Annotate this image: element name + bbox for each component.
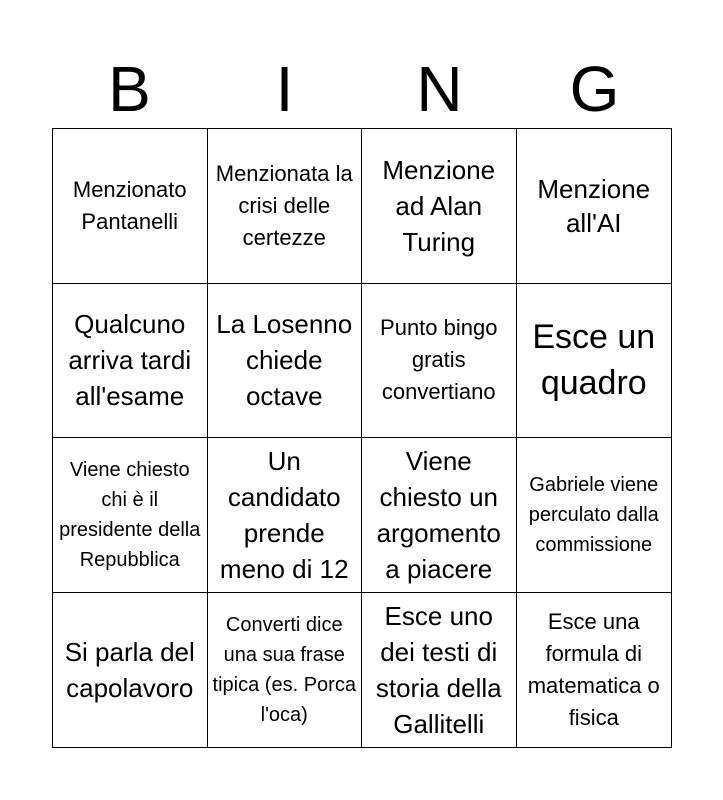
header-letter-i: I [275,53,294,125]
bingo-cell[interactable] [362,129,517,284]
bingo-cell[interactable] [53,593,208,748]
bingo-cell[interactable] [362,593,517,748]
cell-text: Converti dice una sua frase tipica (es. Porca l'oca) [212,613,356,726]
bingo-cell[interactable] [208,438,363,593]
cell-text: Punto bingo gratis convertiano [380,315,498,405]
cell-text: Viene chiesto chi è il presidente della Repubblica [59,458,201,571]
header-letter-b: B [108,53,151,125]
bingo-card [52,128,672,748]
bingo-cell[interactable] [53,284,208,439]
cell-text: Esce una formula di matematica o fisica [527,608,660,730]
header-letter-n: N [416,53,463,125]
bingo-cell[interactable] [517,284,672,439]
bingo-cell[interactable] [362,438,517,593]
cell-text: Si parla del capolavoro [64,636,195,703]
bingo-cell[interactable] [53,438,208,593]
bingo-cell[interactable] [208,593,363,748]
bingo-cell[interactable] [517,129,672,284]
cell-text: Qualcuno arriva tardi all'esame [68,309,192,412]
cell-text: La Losenno chiede octave [216,309,353,412]
cell-text: Menzionata la crisi delle certezze [215,160,353,250]
cell-text: Esce un quadro [532,318,656,403]
cell-text: Gabriele viene perculato dalla commissione [528,473,659,556]
cell-text: Menzione all'AI [537,173,651,238]
cell-text: Viene chiesto un argomento a piacere [376,445,501,584]
header-letter-g: G [569,53,620,125]
bingo-cell[interactable] [517,593,672,748]
bingo-cell[interactable] [208,284,363,439]
cell-text: Menzionato Pantanelli [72,176,187,234]
bingo-cell[interactable] [362,284,517,439]
cell-text: Esce uno dei testi di storia della Gallitelli [375,600,502,739]
bingo-cell[interactable] [53,129,208,284]
cell-text: Menzione ad Alan Turing [382,154,496,257]
bingo-cell[interactable] [517,438,672,593]
cell-text: Un candidato prende meno di 12 [219,445,349,584]
bingo-header [52,50,672,128]
bingo-cell[interactable] [208,129,363,284]
